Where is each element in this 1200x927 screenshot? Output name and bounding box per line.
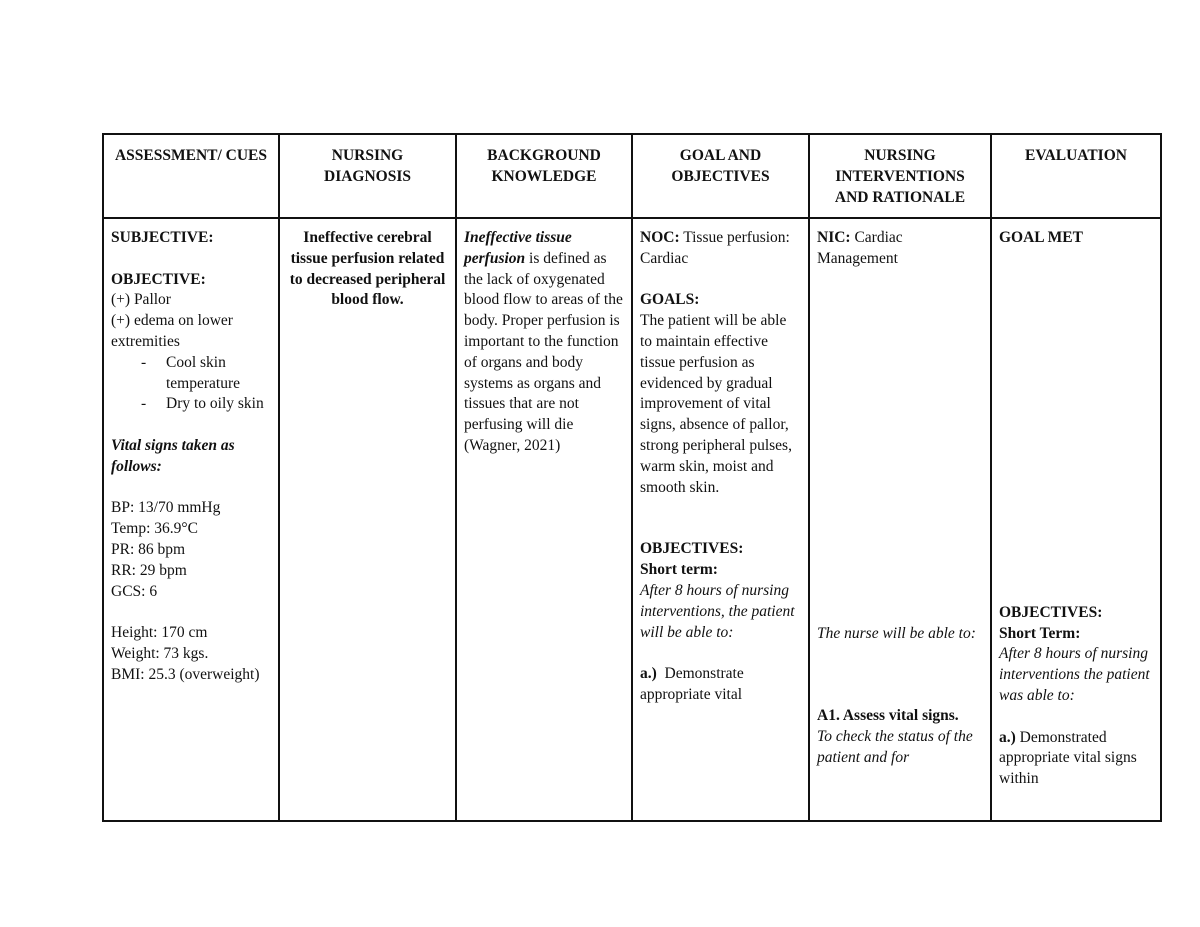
goals-text: The patient will be able to maintain effective tissue perfusion as evidenced by gradual improvement of vital signs, absence of pallor, strong peripheral pulses, warm skin, moist and smooth skin. [640, 312, 792, 496]
height-value: Height: 170 cm [111, 624, 208, 642]
evaluation-short-term-label: Short Term: [999, 624, 1081, 642]
background-paragraph [464, 229, 623, 454]
background-cell [456, 218, 632, 821]
nic-label: NIC: [817, 229, 851, 246]
vital-pr: PR: 86 bpm [111, 540, 186, 558]
sub-cue-2-text: Dry to oily skin [166, 395, 264, 413]
sub-cue-1: - Cool skin temperature [111, 353, 271, 395]
noc-label: NOC: [640, 229, 680, 246]
weight-value: Weight: 73 kgs. [111, 644, 209, 662]
objectives-label: OBJECTIVES: [640, 540, 744, 558]
nurse-able-text: The nurse will be able to: [817, 624, 976, 642]
background-text: is defined as the lack of oxygenated blood flow to areas of the body. Proper perfusion is important to the function of organs and body systems as organs and tissues that are not perfusing will die (Wagner, 2021) [464, 249, 623, 454]
subjective-label: SUBJECTIVE: [111, 229, 214, 246]
vitals-heading: Vital signs taken as follows: [111, 436, 235, 475]
interventions-cell [809, 218, 991, 821]
evaluation-objectives-label: OBJECTIVES: [999, 603, 1103, 621]
noc-text: Tissue perfusion: Cardiac [640, 229, 790, 267]
evaluation-item-a-label: a.) [999, 728, 1016, 746]
vital-bp: BP: 13/70 mmHg [111, 499, 221, 517]
nic-text: Cardiac Management [817, 229, 903, 267]
nic-line [817, 228, 983, 270]
diagnosis-cell [279, 218, 456, 821]
evaluation-short-term-text: After 8 hours of nursing interventions the patient was able to: [999, 645, 1150, 704]
objective-item-a-text: Demonstrate appropriate vital [640, 665, 748, 703]
evaluation-item-a-text: Demonstrated appropriate vital signs within [999, 728, 1141, 788]
header-assessment: ASSESSMENT/ CUES [103, 134, 279, 218]
header-interventions: NURSING INTERVENTIONS AND RATIONALE [809, 134, 991, 218]
table-header-row [103, 134, 1161, 218]
evaluation-item-a [999, 728, 1153, 790]
edema-cue: (+) edema on lower extremities [111, 312, 233, 350]
intervention-a1: A1. Assess vital signs. [817, 707, 959, 725]
goals-cell [632, 218, 809, 821]
nursing-care-plan-table [102, 133, 1162, 822]
header-goals: GOAL AND OBJECTIVES [632, 134, 809, 218]
sub-cue-1-text: Cool skin temperature [166, 353, 241, 392]
objective-label: OBJECTIVE: [111, 270, 206, 288]
objective-item-a-label: a.) [640, 665, 657, 683]
bmi-value: BMI: 25.3 (overweight) [111, 665, 260, 683]
background-term: Ineffective tissue perfusion [464, 229, 572, 267]
pallor-cue: (+) Pallor [111, 291, 171, 309]
goals-label: GOALS: [640, 291, 700, 309]
evaluation-status: GOAL MET [999, 229, 1083, 246]
short-term-label: Short term: [640, 561, 718, 579]
assessment-cell [103, 218, 279, 821]
vital-gcs: GCS: 6 [111, 582, 158, 600]
vital-rr: RR: 29 bpm [111, 561, 187, 579]
evaluation-cell [991, 218, 1161, 821]
header-evaluation: EVALUATION [991, 134, 1161, 218]
nursing-diagnosis-text: Ineffective cerebral tissue perfusion related to decreased peripheral blood flow. [289, 229, 446, 309]
intervention-a1-rationale: To check the status of the patient and for [817, 728, 973, 766]
sub-cue-2: - Dry to oily skin [111, 394, 271, 415]
header-background: BACKGROUND KNOWLEDGE [456, 134, 632, 218]
short-term-text: After 8 hours of nursing interventions, the patient will be able to: [640, 581, 795, 641]
objective-item-a [640, 664, 801, 706]
vital-temp: Temp: 36.9°C [111, 520, 198, 538]
noc-line [640, 228, 801, 270]
header-diagnosis: NURSING DIAGNOSIS [279, 134, 456, 218]
table-body-row [103, 218, 1161, 821]
